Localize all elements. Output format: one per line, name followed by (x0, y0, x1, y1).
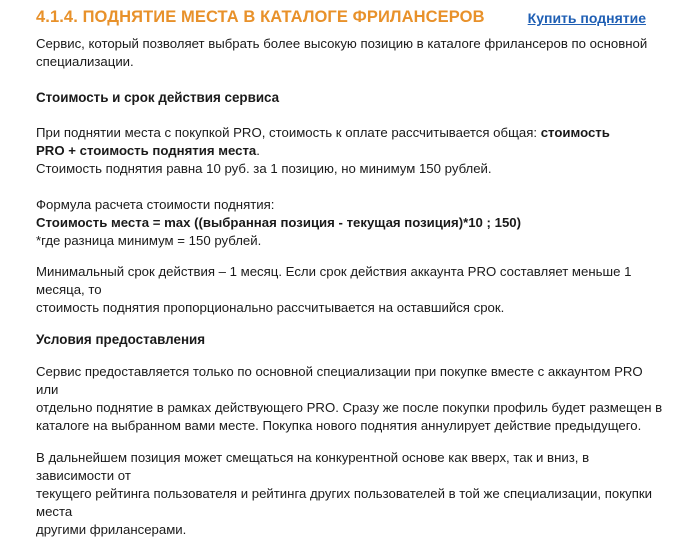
conditions-p1-line-2: отдельно поднятие в рамках действующего PRO. Сразу же после покупки профиль будет размещен в (36, 400, 663, 415)
conditions-paragraph-1 (36, 363, 666, 435)
cost-line-3: Стоимость поднятия равна 10 руб. за 1 позицию, но минимум 150 рублей. (36, 161, 492, 176)
conditions-p2-line-2: текущего рейтинга пользователя и рейтинга других пользователей в той же специализации, покупки места (36, 486, 653, 519)
cost-section-heading: Стоимость и срок действия сервиса (36, 90, 280, 105)
buy-raise-link[interactable]: Купить поднятие (527, 10, 646, 26)
formula-label: Формула расчета стоимости поднятия: (36, 197, 275, 212)
cost-line-1-bold: стоимость (540, 125, 610, 140)
header (36, 8, 656, 32)
min-period-paragraph (36, 263, 666, 317)
formula-paragraph (36, 196, 666, 250)
cost-line-2-text: . (256, 143, 260, 158)
min-period-line-1: Минимальный срок действия – 1 месяц. Если срок действия аккаунта PRO составляет меньше 1 месяца, то (36, 264, 632, 297)
page-title: 4.1.4. ПОДНЯТИЕ МЕСТА В КАТАЛОГЕ ФРИЛАНСЕРОВ (36, 8, 485, 26)
conditions-section-heading: Условия предоставления (36, 332, 206, 347)
intro-line-1: Сервис, который позволяет выбрать более высокую позицию в каталоге фрилансеров по основной (36, 36, 648, 51)
min-period-line-2: стоимость поднятия пропорционально рассчитывается на оставшийся срок. (36, 300, 505, 315)
conditions-p1-line-1: Сервис предоставляется только по основной специализации при покупке вместе с аккаунтом PRO или (36, 364, 643, 397)
conditions-p1-line-3: каталоге на выбранном вами месте. Покупка нового поднятия аннулирует действие предыдущего. (36, 418, 642, 433)
formula-expression: Стоимость места = max ((выбранная позиция - текущая позиция)*10 ; 150) (36, 215, 522, 230)
conditions-p2-line-1: В дальнейшем позиция может смещаться на конкурентной основе как вверх, так и вниз, в зависимости от (36, 450, 590, 483)
cost-line-2-bold: PRO + стоимость поднятия места (36, 143, 257, 158)
intro-paragraph (36, 35, 666, 71)
conditions-paragraph-2 (36, 449, 666, 539)
content (36, 35, 666, 539)
cost-paragraph (36, 124, 666, 178)
formula-note: *где разница минимум = 150 рублей. (36, 233, 262, 248)
intro-line-2: специализации. (36, 54, 134, 69)
cost-line-1-text: При поднятии места с покупкой PRO, стоимость к оплате рассчитывается общая: (36, 125, 541, 140)
conditions-p2-line-3: другими фрилансерами. (36, 522, 187, 537)
